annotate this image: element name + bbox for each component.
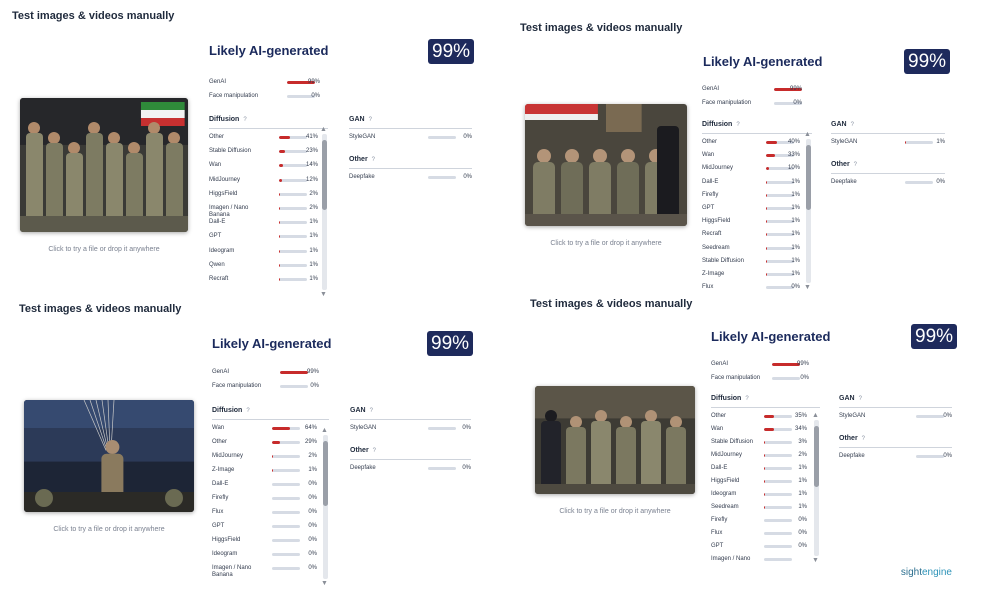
gan-section-header — [349, 116, 372, 123]
score-badge: 99% — [911, 324, 957, 349]
drop-zone-hint[interactable]: Click to try a file or drop it anywhere — [53, 526, 165, 533]
section-title: GAN — [839, 395, 855, 402]
diffusion-row — [209, 133, 320, 143]
row-percent: 1% — [936, 139, 945, 145]
row-percent: 99% — [789, 86, 802, 92]
gan-row — [831, 138, 947, 148]
row-label: Stable Diffusion — [702, 257, 744, 264]
row-percent: 64% — [304, 425, 317, 431]
row-bar — [272, 483, 300, 486]
row-label: Wan — [209, 162, 222, 169]
diffusion-row — [212, 438, 319, 448]
row-label: Flux — [702, 284, 714, 291]
row-percent: 1% — [791, 244, 800, 251]
row-label: Other — [212, 439, 228, 445]
row-label: GPT — [711, 543, 724, 549]
diffusion-row — [702, 217, 802, 227]
row-percent: 1% — [791, 191, 800, 198]
row-percent: 0% — [308, 537, 317, 543]
other-row — [839, 452, 954, 462]
row-percent: 0% — [800, 375, 809, 381]
row-label: Dall-E — [209, 219, 226, 226]
row-bar — [764, 558, 792, 561]
row-label: Stable Diffusion — [209, 148, 251, 155]
row-label: StyleGAN — [350, 425, 377, 431]
row-percent: 99% — [796, 361, 809, 367]
row-label: MidJourney — [702, 165, 734, 172]
row-label: GPT — [209, 233, 222, 240]
row-percent: 2% — [308, 453, 317, 459]
row-bar — [272, 553, 300, 556]
row-label: GenAI — [702, 86, 720, 92]
row-percent: 0% — [943, 413, 952, 419]
row-label: Z-Image — [212, 467, 235, 473]
diffusion-row — [702, 204, 802, 214]
summary-row — [711, 360, 811, 370]
row-label: Deepfake — [839, 453, 865, 459]
scroll-up-icon[interactable]: ▲ — [321, 427, 328, 434]
diffusion-row — [711, 516, 809, 526]
uploaded-photo[interactable] — [525, 104, 687, 226]
summary-row — [212, 368, 321, 378]
row-label: MidJourney — [212, 453, 244, 459]
row-percent: 1% — [309, 247, 318, 254]
scroll-thumb[interactable] — [322, 140, 327, 210]
row-percent: 41% — [305, 134, 318, 140]
row-label: Other — [702, 139, 718, 145]
summary-row — [209, 92, 322, 102]
panel-title: Test images & videos manually — [19, 303, 182, 315]
drop-zone-hint[interactable]: Click to try a file or drop it anywhere — [559, 508, 671, 515]
row-bar-fill — [279, 179, 282, 182]
help-icon[interactable]: ? — [371, 157, 376, 163]
row-label: Deepfake — [350, 465, 376, 471]
other-row — [350, 464, 473, 474]
diffusion-scrollbar[interactable] — [804, 131, 811, 291]
other-section-header — [349, 156, 375, 163]
verdict-title: Likely AI-generated — [703, 54, 823, 69]
row-percent: 0% — [311, 93, 320, 99]
gan-section-header — [831, 121, 854, 128]
help-icon[interactable]: ? — [861, 436, 866, 442]
row-percent: 1% — [791, 231, 800, 238]
row-label: Dall-E — [711, 465, 728, 471]
help-icon[interactable]: ? — [369, 408, 373, 414]
row-bar — [272, 497, 300, 500]
section-title: GAN — [350, 407, 366, 414]
section-title: Diffusion — [209, 116, 240, 123]
row-label: Firefly — [702, 191, 719, 198]
row-percent: 0% — [798, 530, 807, 536]
summary-row — [702, 85, 804, 95]
section-divider — [349, 128, 472, 129]
diffusion-row — [209, 247, 320, 257]
row-percent: 0% — [462, 465, 471, 471]
row-label: GenAI — [711, 361, 729, 367]
scroll-up-icon[interactable]: ▲ — [320, 126, 327, 133]
diffusion-row — [702, 151, 802, 161]
row-label: Z-Image — [702, 271, 725, 277]
diffusion-scrollbar[interactable] — [812, 412, 819, 564]
row-label: MidJourney — [209, 176, 241, 183]
section-title: GAN — [831, 121, 847, 128]
row-label: GenAI — [212, 369, 230, 375]
diffusion-scrollbar[interactable] — [321, 427, 328, 587]
diffusion-row — [702, 270, 802, 280]
row-bar-fill — [766, 154, 775, 157]
row-label: Imagen / Nano Banana — [212, 565, 252, 578]
help-icon[interactable]: ? — [850, 122, 854, 128]
row-label: HiggsField — [209, 190, 238, 197]
summary-row — [711, 374, 811, 384]
row-label: Other — [711, 413, 727, 419]
help-icon[interactable]: ? — [246, 408, 250, 414]
row-label: Dall-E — [702, 178, 719, 185]
row-percent: 1% — [791, 205, 800, 211]
row-label: MidJourney — [711, 452, 743, 458]
row-label: Other — [209, 134, 225, 140]
row-bar-fill — [279, 193, 280, 196]
row-percent: 1% — [791, 178, 800, 185]
gan-section-header — [350, 407, 373, 414]
diffusion-row — [702, 178, 802, 188]
row-bar-fill — [766, 167, 769, 170]
scroll-down-icon[interactable]: ▼ — [804, 284, 811, 291]
diffusion-row — [711, 451, 809, 461]
diffusion-row — [702, 164, 802, 174]
diffusion-row — [711, 412, 809, 422]
diffusion-row — [209, 190, 320, 200]
diffusion-row — [212, 508, 319, 518]
diffusion-row — [711, 464, 809, 474]
row-percent: 1% — [791, 257, 800, 264]
row-label: Ideogram — [711, 491, 737, 497]
diffusion-row — [212, 424, 319, 434]
row-bar — [272, 455, 300, 458]
scroll-up-icon[interactable]: ▲ — [812, 412, 819, 419]
row-label: Stable Diffusion — [711, 439, 753, 445]
row-bar-fill — [272, 441, 280, 444]
section-divider — [711, 407, 820, 408]
row-percent: 1% — [791, 271, 800, 277]
row-percent: 0% — [798, 543, 807, 549]
row-label: HiggsField — [212, 537, 241, 543]
diffusion-section-header — [209, 116, 247, 123]
row-percent: 1% — [798, 504, 807, 510]
uploaded-photo[interactable] — [535, 386, 695, 494]
row-label: Dall-E — [212, 481, 229, 487]
scroll-down-icon[interactable]: ▼ — [812, 557, 819, 564]
row-label: Firefly — [711, 517, 728, 523]
section-divider — [209, 128, 328, 129]
row-percent: 1% — [308, 467, 317, 473]
row-label: HiggsField — [711, 478, 740, 484]
row-percent: 1% — [309, 276, 318, 282]
row-percent: 99% — [307, 79, 320, 85]
scroll-thumb[interactable] — [814, 426, 819, 487]
other-section-header — [831, 161, 857, 168]
diffusion-section-header — [212, 407, 250, 414]
diffusion-row — [209, 261, 320, 271]
scroll-down-icon[interactable]: ▼ — [320, 291, 327, 298]
diffusion-row — [209, 176, 320, 186]
panel-title: Test images & videos manually — [530, 298, 693, 310]
section-divider — [839, 407, 952, 408]
other-row — [831, 178, 947, 188]
row-label: Face manipulation — [212, 383, 262, 389]
help-icon[interactable]: ? — [745, 396, 749, 402]
section-title: Other — [839, 435, 858, 442]
gan-row — [839, 412, 954, 422]
scroll-down-icon[interactable]: ▼ — [321, 580, 328, 587]
row-bar-fill — [764, 454, 765, 457]
brand-logo: sightengine — [900, 567, 952, 578]
diffusion-row — [711, 555, 809, 565]
row-percent: 3% — [798, 439, 807, 445]
row-bar-fill — [279, 150, 285, 153]
other-row — [349, 173, 474, 183]
row-label: Imagen / Nano — [711, 556, 751, 562]
row-label: Flux — [711, 530, 723, 536]
drop-zone-hint[interactable]: Click to try a file or drop it anywhere — [550, 240, 662, 247]
row-percent: 35% — [794, 413, 807, 419]
section-title: Other — [349, 156, 368, 163]
row-percent: 1% — [798, 465, 807, 471]
scroll-thumb[interactable] — [806, 145, 811, 210]
row-percent: 1% — [309, 261, 318, 268]
row-bar — [272, 525, 300, 528]
uploaded-photo[interactable] — [20, 98, 188, 232]
row-percent: 1% — [791, 218, 800, 225]
drop-zone-hint[interactable]: Click to try a file or drop it anywhere — [48, 246, 160, 253]
diffusion-row — [209, 161, 320, 171]
score-badge: 99% — [427, 331, 473, 356]
section-divider — [349, 168, 472, 169]
diffusion-row — [209, 275, 320, 285]
section-title: Diffusion — [711, 395, 742, 402]
diffusion-row — [212, 480, 319, 490]
section-title: Diffusion — [702, 121, 733, 128]
row-label: Firefly — [212, 495, 229, 501]
score-badge: 99% — [904, 49, 950, 74]
row-label: HiggsField — [702, 218, 731, 225]
other-section-header — [839, 435, 865, 442]
diffusion-row — [212, 550, 319, 560]
diffusion-row — [711, 490, 809, 500]
diffusion-row — [212, 466, 319, 476]
row-bar-fill — [764, 428, 774, 431]
row-percent: 10% — [787, 165, 800, 172]
row-percent: 99% — [306, 369, 319, 375]
row-bar — [272, 567, 300, 570]
help-icon[interactable]: ? — [243, 117, 247, 123]
row-label: Recraft — [209, 276, 229, 282]
row-bar-fill — [279, 207, 280, 210]
row-label: Qwen — [209, 261, 225, 268]
score-badge: 99% — [428, 39, 474, 64]
row-percent: 0% — [308, 565, 317, 571]
row-percent: 34% — [794, 426, 807, 432]
row-bar-fill — [279, 136, 290, 139]
row-percent: 0% — [463, 174, 472, 180]
diffusion-row — [702, 191, 802, 201]
row-bar-fill — [766, 141, 777, 144]
row-label: Deepfake — [831, 179, 857, 185]
diffusion-row — [209, 218, 320, 228]
help-icon[interactable]: ? — [853, 162, 858, 168]
diffusion-scrollbar[interactable] — [320, 126, 327, 298]
summary-row — [209, 78, 322, 88]
diffusion-row — [212, 452, 319, 462]
row-label: StyleGAN — [831, 139, 858, 145]
row-bar-fill — [764, 415, 774, 418]
row-percent: 2% — [309, 205, 318, 211]
verdict-title: Likely AI-generated — [711, 329, 831, 344]
scroll-up-icon[interactable]: ▲ — [804, 131, 811, 138]
row-percent: 0% — [308, 523, 317, 529]
row-percent: 1% — [309, 219, 318, 226]
row-label: StyleGAN — [839, 413, 866, 419]
row-label: Face manipulation — [702, 100, 752, 106]
row-percent: 0% — [310, 383, 319, 389]
row-percent: 1% — [798, 491, 807, 497]
row-percent: 1% — [309, 233, 318, 240]
row-percent: 1% — [798, 478, 807, 484]
diffusion-row — [702, 244, 802, 254]
summary-row — [212, 382, 321, 392]
row-label: Recraft — [702, 231, 722, 238]
row-label: Face manipulation — [209, 93, 259, 99]
row-label: Flux — [212, 509, 224, 515]
diffusion-row — [702, 283, 802, 293]
row-bar — [272, 441, 300, 444]
panel-title: Test images & videos manually — [520, 22, 683, 34]
diffusion-row — [711, 438, 809, 448]
row-bar — [272, 539, 300, 542]
section-title: GAN — [349, 116, 365, 123]
diffusion-row — [702, 230, 802, 240]
diffusion-row — [711, 529, 809, 539]
row-percent: 40% — [787, 139, 800, 145]
diffusion-section-header — [702, 121, 740, 128]
diffusion-row — [212, 494, 319, 504]
row-percent: 29% — [304, 439, 317, 445]
row-percent: 23% — [305, 148, 318, 155]
section-divider — [212, 419, 329, 420]
section-divider — [839, 447, 952, 448]
diffusion-row — [711, 542, 809, 552]
diffusion-row — [212, 536, 319, 546]
help-icon[interactable]: ? — [736, 122, 740, 128]
diffusion-row — [711, 425, 809, 435]
scroll-thumb[interactable] — [323, 441, 328, 506]
row-label: GenAI — [209, 79, 227, 85]
help-icon[interactable]: ? — [372, 448, 377, 454]
row-percent: 0% — [308, 509, 317, 515]
gan-row — [350, 424, 473, 434]
diffusion-row — [209, 204, 320, 218]
diffusion-row — [702, 257, 802, 267]
row-label: Ideogram — [209, 247, 235, 254]
row-label: StyleGAN — [349, 134, 376, 140]
row-percent: 0% — [308, 481, 317, 487]
row-percent: 2% — [309, 190, 318, 197]
row-label: Wan — [711, 426, 724, 432]
row-percent: 0% — [462, 425, 471, 431]
other-section-header — [350, 447, 376, 454]
row-bar — [272, 511, 300, 514]
row-bar — [272, 469, 300, 472]
row-bar-fill — [272, 427, 290, 430]
row-percent: 0% — [793, 100, 802, 106]
diffusion-row — [212, 522, 319, 532]
row-bar-fill — [272, 455, 273, 458]
help-icon[interactable]: ? — [858, 396, 862, 402]
gan-row — [349, 133, 474, 143]
row-percent: 33% — [787, 152, 800, 159]
row-label: Face manipulation — [711, 375, 761, 381]
row-percent: 0% — [943, 453, 952, 459]
row-label: Wan — [212, 425, 225, 431]
row-percent: 14% — [305, 162, 318, 169]
row-percent: 12% — [305, 176, 318, 183]
gan-section-header — [839, 395, 862, 402]
verdict-title: Likely AI-generated — [209, 43, 329, 58]
row-label: Deepfake — [349, 174, 375, 180]
row-percent: 0% — [463, 134, 472, 140]
diffusion-row — [711, 477, 809, 487]
diffusion-row — [711, 503, 809, 513]
section-divider — [702, 133, 812, 134]
section-divider — [350, 419, 471, 420]
section-title: Diffusion — [212, 407, 243, 414]
row-bar-fill — [279, 164, 283, 167]
row-percent: 0% — [308, 495, 317, 501]
row-percent: 2% — [798, 452, 807, 458]
diffusion-row — [212, 564, 319, 578]
section-divider — [831, 173, 945, 174]
row-label: GPT — [212, 523, 225, 529]
row-label: GPT — [702, 205, 715, 211]
verdict-title: Likely AI-generated — [212, 336, 332, 351]
diffusion-section-header — [711, 395, 749, 402]
uploaded-photo[interactable] — [24, 400, 194, 512]
row-percent: 0% — [798, 517, 807, 523]
row-label: Seedream — [702, 244, 730, 251]
row-bar — [272, 427, 300, 430]
section-divider — [831, 133, 945, 134]
summary-row — [702, 99, 804, 109]
section-title: Other — [831, 161, 850, 168]
diffusion-row — [702, 138, 802, 148]
diffusion-row — [209, 232, 320, 242]
row-percent: 0% — [936, 179, 945, 185]
panel-title: Test images & videos manually — [12, 10, 175, 22]
row-label: Wan — [702, 152, 715, 159]
section-divider — [350, 459, 471, 460]
section-title: Other — [350, 447, 369, 454]
help-icon[interactable]: ? — [368, 117, 372, 123]
row-percent: 0% — [308, 551, 317, 557]
row-percent: 0% — [791, 284, 800, 291]
row-label: Ideogram — [212, 551, 238, 557]
row-bar-fill — [764, 441, 765, 444]
row-label: Imagen / Nano Banana — [209, 205, 249, 218]
row-label: Seedream — [711, 504, 739, 510]
diffusion-row — [209, 147, 320, 157]
